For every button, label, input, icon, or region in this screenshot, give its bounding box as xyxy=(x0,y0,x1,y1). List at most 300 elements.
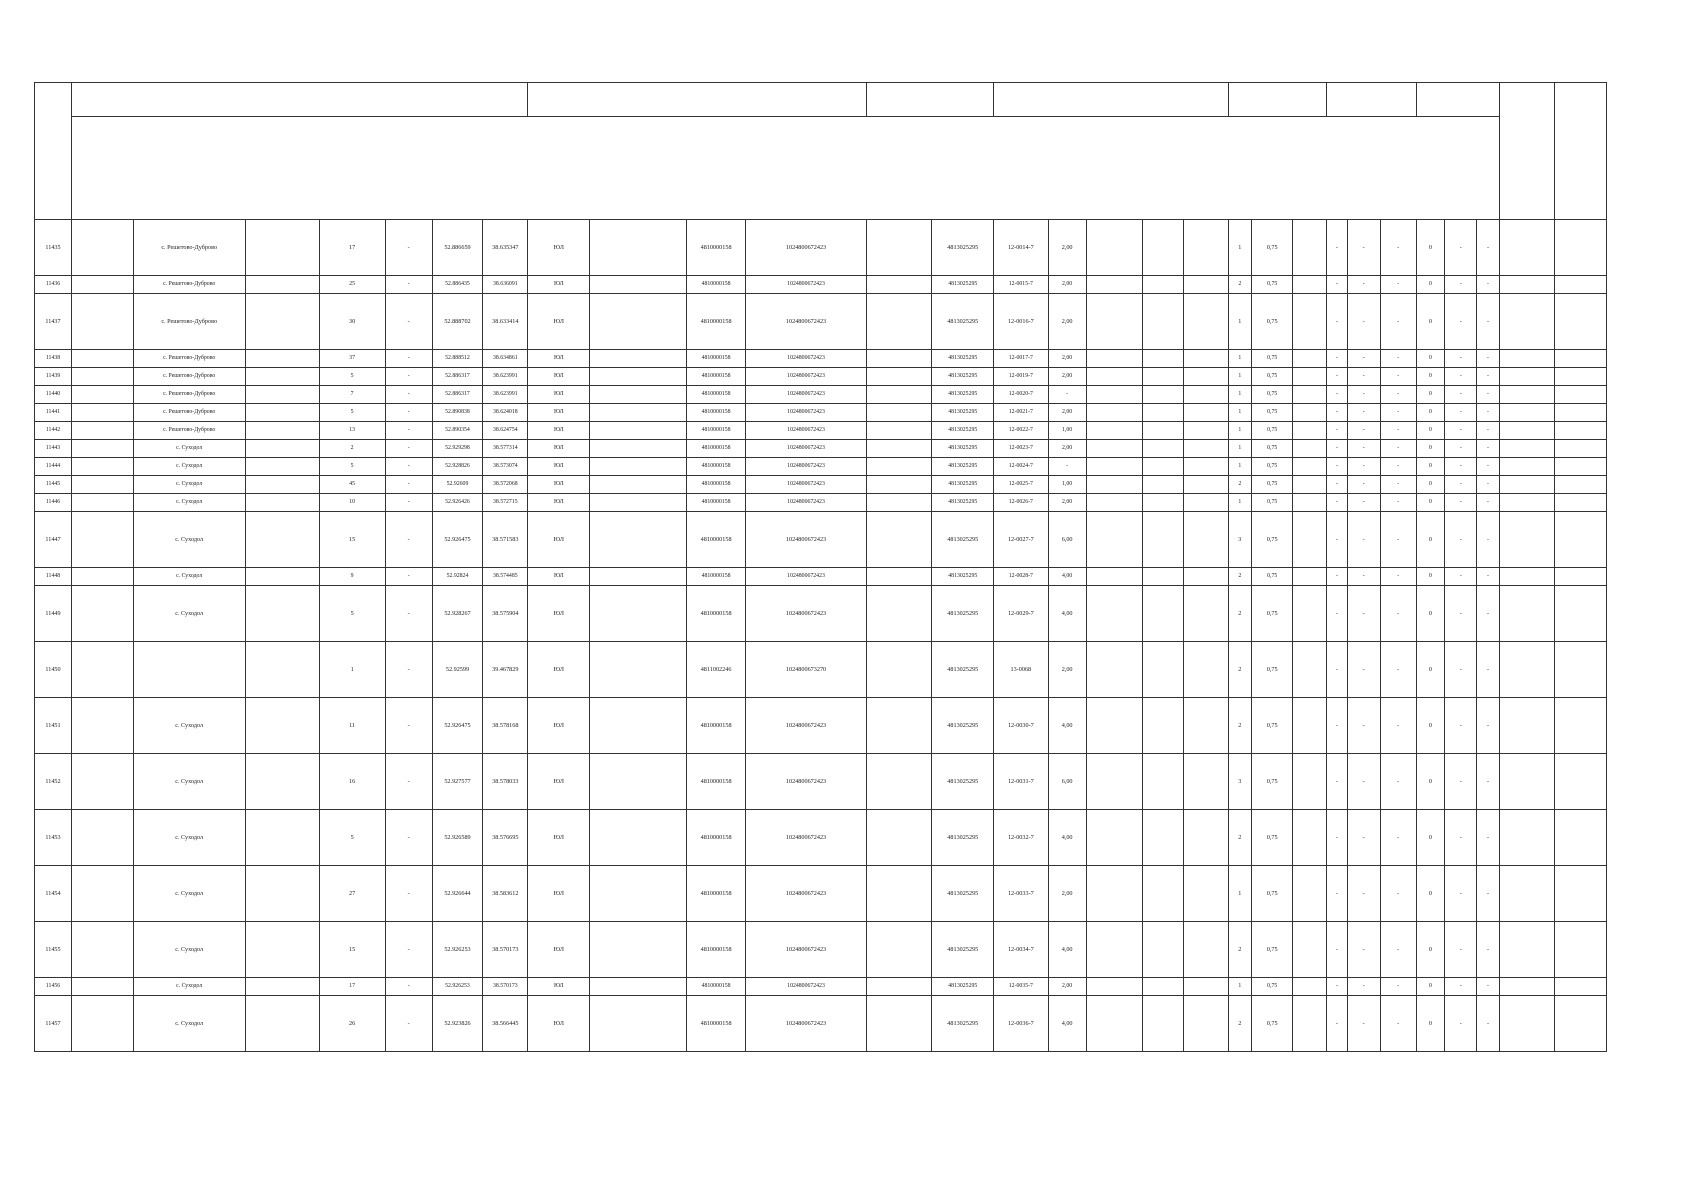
table-cell: 6,00 xyxy=(1048,754,1086,810)
table-cell: ЮЛ xyxy=(528,698,590,754)
table-cell xyxy=(1086,922,1143,978)
table-cell: - xyxy=(1327,586,1348,642)
table-cell: 4813025295 xyxy=(932,568,994,586)
table-cell: 0 xyxy=(1416,754,1445,810)
table-cell xyxy=(72,404,134,422)
table-cell: - xyxy=(1327,422,1348,440)
table-cell xyxy=(866,440,932,458)
table-cell: - xyxy=(1477,350,1500,368)
table-cell xyxy=(1184,440,1228,458)
table-cell: 11447 xyxy=(35,512,72,568)
table-cell: - xyxy=(1327,568,1348,586)
table-cell: - xyxy=(1477,810,1500,866)
table-cell: 4813025295 xyxy=(932,996,994,1052)
table-cell: - xyxy=(1380,294,1416,350)
table-cell xyxy=(1143,368,1184,386)
table-cell xyxy=(1293,404,1327,422)
table-cell xyxy=(1143,220,1184,276)
table-cell xyxy=(245,350,319,368)
table-cell xyxy=(1499,440,1555,458)
table-cell: 1 xyxy=(1228,386,1252,404)
table-cell xyxy=(1143,294,1184,350)
table-cell: - xyxy=(1327,458,1348,476)
table-cell xyxy=(590,866,687,922)
table-cell xyxy=(1086,512,1143,568)
table-cell: 38.635347 xyxy=(483,220,528,276)
table-cell xyxy=(245,922,319,978)
table-cell: 4810000158 xyxy=(686,458,746,476)
table-cell: с. Решетово-Дуброво xyxy=(133,404,245,422)
table-cell xyxy=(1499,494,1555,512)
table-row xyxy=(35,350,1607,368)
table-cell: 11456 xyxy=(35,978,72,996)
table-cell: 3 xyxy=(1228,512,1252,568)
table-cell xyxy=(1086,810,1143,866)
table-cell xyxy=(866,458,932,476)
table-row xyxy=(35,810,1607,866)
table-cell: 1 xyxy=(1228,422,1252,440)
table-cell: - xyxy=(1477,642,1500,698)
table-cell xyxy=(866,810,932,866)
table-cell xyxy=(1293,810,1327,866)
table-cell: - xyxy=(1380,512,1416,568)
header-separate-containers xyxy=(1327,83,1416,117)
table-cell: 38.571583 xyxy=(483,512,528,568)
table-cell: 0,75 xyxy=(1252,350,1293,368)
table-cell: - xyxy=(1347,368,1380,386)
table-cell: 12-0023-7 xyxy=(994,440,1048,458)
table-cell: ЮЛ xyxy=(528,350,590,368)
table-cell: 4810000158 xyxy=(686,386,746,404)
table-cell: 4810000158 xyxy=(686,996,746,1052)
table-cell xyxy=(72,866,134,922)
table-cell xyxy=(866,422,932,440)
table-cell: - xyxy=(1327,476,1348,494)
table-cell xyxy=(1293,386,1327,404)
table-cell: - xyxy=(1477,476,1500,494)
table-cell: 38.574485 xyxy=(483,568,528,586)
table-cell: ЮЛ xyxy=(528,386,590,404)
table-cell: 38.578033 xyxy=(483,754,528,810)
table-cell: 0,75 xyxy=(1252,810,1293,866)
table-cell: 4810000158 xyxy=(686,568,746,586)
table-cell xyxy=(1086,440,1143,458)
table-cell xyxy=(1499,476,1555,494)
table-cell: - xyxy=(1477,440,1500,458)
table-cell: 2,00 xyxy=(1048,350,1086,368)
table-cell: 2,00 xyxy=(1048,276,1086,294)
table-cell: с. Решетово-Дуброво xyxy=(133,276,245,294)
table-cell xyxy=(1555,350,1607,368)
table-cell: 11437 xyxy=(35,294,72,350)
table-cell xyxy=(1555,922,1607,978)
table-cell xyxy=(1184,220,1228,276)
table-row xyxy=(35,978,1607,996)
table-cell xyxy=(245,368,319,386)
table-cell: 52.92824 xyxy=(432,568,482,586)
table-cell: - xyxy=(1380,422,1416,440)
table-cell: 4813025295 xyxy=(932,476,994,494)
table-cell xyxy=(72,422,134,440)
table-cell xyxy=(1143,404,1184,422)
table-cell: - xyxy=(1445,866,1477,922)
table-cell: 1024800672423 xyxy=(746,922,866,978)
table-cell: 1 xyxy=(1228,220,1252,276)
table-cell xyxy=(1499,220,1555,276)
table-cell: 13 xyxy=(319,422,385,440)
table-cell: 12-0029-7 xyxy=(994,586,1048,642)
table-cell xyxy=(1499,512,1555,568)
table-cell xyxy=(1086,386,1143,404)
table-cell: 2 xyxy=(1228,698,1252,754)
table-cell: - xyxy=(385,996,432,1052)
table-cell: 5 xyxy=(319,458,385,476)
table-cell: 30 xyxy=(319,294,385,350)
table-cell: - xyxy=(1380,404,1416,422)
table-cell: 1024800672423 xyxy=(746,276,866,294)
table-cell xyxy=(1555,996,1607,1052)
table-cell xyxy=(1555,866,1607,922)
table-cell xyxy=(1499,922,1555,978)
table-cell xyxy=(590,422,687,440)
table-cell: 0,75 xyxy=(1252,386,1293,404)
table-cell: 4813025295 xyxy=(932,404,994,422)
table-cell: - xyxy=(1477,422,1500,440)
table-cell: ЮЛ xyxy=(528,978,590,996)
table-cell xyxy=(1143,642,1184,698)
header-operator-group xyxy=(866,83,993,117)
table-cell: 0 xyxy=(1416,458,1445,476)
table-cell: 2,00 xyxy=(1048,368,1086,386)
table-cell xyxy=(1555,276,1607,294)
table-cell: - xyxy=(1445,978,1477,996)
table-cell: 12-0035-7 xyxy=(994,978,1048,996)
table-cell xyxy=(72,754,134,810)
table-cell: 2,00 xyxy=(1048,978,1086,996)
table-cell: - xyxy=(1380,698,1416,754)
table-cell xyxy=(1499,276,1555,294)
table-cell: 0 xyxy=(1416,350,1445,368)
table-cell: 52.926426 xyxy=(432,494,482,512)
table-row xyxy=(35,476,1607,494)
table-cell: 4810000158 xyxy=(686,810,746,866)
table-cell: 0 xyxy=(1416,386,1445,404)
table-cell xyxy=(866,996,932,1052)
header-location-group xyxy=(72,83,528,117)
table-cell xyxy=(1293,368,1327,386)
table-cell xyxy=(1143,476,1184,494)
table-cell: - xyxy=(385,568,432,586)
table-cell xyxy=(245,440,319,458)
table-cell: 52.92609 xyxy=(432,476,482,494)
table-cell: 12-0028-7 xyxy=(994,568,1048,586)
table-cell: 16 xyxy=(319,754,385,810)
table-cell: 0,75 xyxy=(1252,568,1293,586)
table-cell: 9 xyxy=(319,568,385,586)
table-cell xyxy=(1086,422,1143,440)
table-cell xyxy=(1293,568,1327,586)
table-cell: 12-0036-7 xyxy=(994,996,1048,1052)
table-cell: - xyxy=(1445,512,1477,568)
table-cell xyxy=(866,866,932,922)
table-cell: 52.890838 xyxy=(432,404,482,422)
table-cell: 12-0022-7 xyxy=(994,422,1048,440)
table-cell xyxy=(1555,754,1607,810)
table-cell: - xyxy=(385,922,432,978)
table-cell: - xyxy=(1477,996,1500,1052)
table-cell: 2,00 xyxy=(1048,294,1086,350)
table-cell: 38.578168 xyxy=(483,698,528,754)
table-cell: - xyxy=(1477,386,1500,404)
table-cell xyxy=(866,350,932,368)
table-cell: - xyxy=(1347,642,1380,698)
table-cell: - xyxy=(1327,698,1348,754)
table-cell: 52.927577 xyxy=(432,754,482,810)
table-cell: 10 xyxy=(319,494,385,512)
table-cell xyxy=(1143,350,1184,368)
table-cell xyxy=(72,512,134,568)
table-cell xyxy=(1086,642,1143,698)
table-cell: 0,75 xyxy=(1252,922,1293,978)
table-cell: 1024800672423 xyxy=(746,754,866,810)
table-cell xyxy=(866,220,932,276)
table-cell: 1024800672423 xyxy=(746,586,866,642)
table-cell: 4810000158 xyxy=(686,440,746,458)
table-cell xyxy=(1184,386,1228,404)
header-shared-use xyxy=(1555,83,1607,220)
table-cell: 4813025295 xyxy=(932,494,994,512)
table-cell: 38.575904 xyxy=(483,586,528,642)
table-cell: 0 xyxy=(1416,698,1445,754)
table-cell: - xyxy=(1347,440,1380,458)
table-cell: 11455 xyxy=(35,922,72,978)
table-row xyxy=(35,404,1607,422)
table-cell xyxy=(72,698,134,754)
table-cell: - xyxy=(1347,220,1380,276)
table-cell: 11452 xyxy=(35,754,72,810)
table-cell: - xyxy=(385,754,432,810)
table-cell: 26 xyxy=(319,996,385,1052)
table-cell: - xyxy=(1445,220,1477,276)
table-cell: 0,75 xyxy=(1252,866,1293,922)
table-cell: с. Суходол xyxy=(133,754,245,810)
table-cell: 4810000158 xyxy=(686,586,746,642)
table-cell: 0 xyxy=(1416,866,1445,922)
table-cell xyxy=(72,978,134,996)
table-cell xyxy=(72,810,134,866)
table-cell: 38.570173 xyxy=(483,978,528,996)
table-cell: 2,00 xyxy=(1048,866,1086,922)
table-cell xyxy=(1086,698,1143,754)
table-cell xyxy=(245,404,319,422)
table-cell: - xyxy=(1380,568,1416,586)
table-cell: - xyxy=(385,404,432,422)
table-row xyxy=(35,494,1607,512)
table-cell xyxy=(245,512,319,568)
table-cell xyxy=(72,494,134,512)
table-row xyxy=(35,294,1607,350)
table-cell: 2 xyxy=(1228,996,1252,1052)
table-cell: 12-0031-7 xyxy=(994,754,1048,810)
table-cell: - xyxy=(1327,368,1348,386)
table-cell: ЮЛ xyxy=(528,642,590,698)
table-cell: 11446 xyxy=(35,494,72,512)
table-cell: - xyxy=(385,422,432,440)
table-cell: 12-0019-7 xyxy=(994,368,1048,386)
table-cell xyxy=(590,568,687,586)
table-cell: 0 xyxy=(1416,922,1445,978)
table-cell: 1,00 xyxy=(1048,476,1086,494)
table-cell: 11453 xyxy=(35,810,72,866)
table-cell: 38.633414 xyxy=(483,294,528,350)
header-status xyxy=(1499,83,1555,220)
table-cell: 4810000158 xyxy=(686,922,746,978)
table-cell: - xyxy=(1327,866,1348,922)
table-cell: с. Суходол xyxy=(133,494,245,512)
table-cell: - xyxy=(1477,568,1500,586)
table-cell: 11450 xyxy=(35,642,72,698)
table-cell: 5 xyxy=(319,404,385,422)
table-cell xyxy=(590,386,687,404)
table-cell: 15 xyxy=(319,512,385,568)
table-cell: 12-0020-7 xyxy=(994,386,1048,404)
table-cell: 5 xyxy=(319,368,385,386)
table-row xyxy=(35,996,1607,1052)
table-cell xyxy=(245,386,319,404)
table-cell: - xyxy=(1477,586,1500,642)
table-cell xyxy=(866,586,932,642)
table-cell: 12-0024-7 xyxy=(994,458,1048,476)
header-owner-group xyxy=(528,83,866,117)
table-cell: - xyxy=(1347,350,1380,368)
table-cell: с. Решетово-Дуброво xyxy=(133,350,245,368)
table-cell xyxy=(72,568,134,586)
table-cell: 1024800672423 xyxy=(746,810,866,866)
table-cell: 38.636091 xyxy=(483,276,528,294)
table-cell: - xyxy=(1327,350,1348,368)
table-cell: 4813025295 xyxy=(932,978,994,996)
table-cell: 25 xyxy=(319,276,385,294)
table-cell: с. Суходол xyxy=(133,922,245,978)
table-row xyxy=(35,568,1607,586)
table-cell: - xyxy=(1445,754,1477,810)
table-cell xyxy=(1184,422,1228,440)
table-cell: - xyxy=(1347,512,1380,568)
table-cell: - xyxy=(1347,922,1380,978)
table-cell: 52.928267 xyxy=(432,586,482,642)
table-cell: 0 xyxy=(1416,810,1445,866)
table-cell xyxy=(590,978,687,996)
table-cell: 12-0032-7 xyxy=(994,810,1048,866)
table-cell xyxy=(1143,866,1184,922)
table-cell xyxy=(1499,642,1555,698)
table-cell: 11457 xyxy=(35,996,72,1052)
table-cell: - xyxy=(1445,476,1477,494)
table-cell xyxy=(1555,512,1607,568)
table-cell: - xyxy=(1347,754,1380,810)
table-cell: - xyxy=(1445,440,1477,458)
table-cell: 1024800672423 xyxy=(746,404,866,422)
table-cell xyxy=(72,996,134,1052)
table-cell xyxy=(1293,294,1327,350)
table-cell: - xyxy=(1477,978,1500,996)
table-cell: 52.926253 xyxy=(432,978,482,996)
table-cell xyxy=(133,642,245,698)
table-cell: 0,75 xyxy=(1252,404,1293,422)
table-cell: - xyxy=(1347,586,1380,642)
table-cell: 4810000158 xyxy=(686,476,746,494)
table-cell: 11443 xyxy=(35,440,72,458)
table-cell: 38.573074 xyxy=(483,458,528,476)
table-cell: 0 xyxy=(1416,512,1445,568)
header-tech-group xyxy=(994,83,1228,117)
table-cell xyxy=(590,996,687,1052)
table-cell: 52.926589 xyxy=(432,810,482,866)
table-cell xyxy=(1184,568,1228,586)
table-cell xyxy=(1499,754,1555,810)
table-cell: - xyxy=(1477,458,1500,476)
table-cell: ЮЛ xyxy=(528,586,590,642)
table-cell xyxy=(1555,494,1607,512)
table-cell xyxy=(1499,568,1555,586)
table-cell: - xyxy=(1327,276,1348,294)
table-cell: 1024800672423 xyxy=(746,698,866,754)
table-cell: 1 xyxy=(1228,978,1252,996)
table-cell xyxy=(72,276,134,294)
table-cell: 1024800672423 xyxy=(746,494,866,512)
table-cell xyxy=(590,368,687,386)
table-cell: 38.572715 xyxy=(483,494,528,512)
table-cell: - xyxy=(1347,276,1380,294)
table-cell: с. Суходол xyxy=(133,698,245,754)
table-cell xyxy=(866,754,932,810)
table-cell: - xyxy=(1380,458,1416,476)
table-cell: 52.886317 xyxy=(432,386,482,404)
table-cell xyxy=(1086,494,1143,512)
table-cell: ЮЛ xyxy=(528,220,590,276)
table-row xyxy=(35,754,1607,810)
table-cell xyxy=(1184,586,1228,642)
table-cell: 52.923826 xyxy=(432,996,482,1052)
table-cell xyxy=(1086,276,1143,294)
table-cell: 4810000158 xyxy=(686,350,746,368)
table-cell xyxy=(590,754,687,810)
table-cell: 1 xyxy=(1228,350,1252,368)
table-cell: с. Решетово-Дуброво xyxy=(133,220,245,276)
table-cell: - xyxy=(385,494,432,512)
table-cell xyxy=(590,512,687,568)
table-cell: с. Решетово-Дуброво xyxy=(133,294,245,350)
table-cell: - xyxy=(1380,494,1416,512)
table-row xyxy=(35,220,1607,276)
table-cell xyxy=(590,458,687,476)
table-cell: 1 xyxy=(319,642,385,698)
table-cell: - xyxy=(1327,294,1348,350)
table-cell xyxy=(866,386,932,404)
table-cell xyxy=(1499,404,1555,422)
table-cell: - xyxy=(1347,404,1380,422)
table-cell: 52.886317 xyxy=(432,368,482,386)
table-cell xyxy=(1143,276,1184,294)
table-cell: 0 xyxy=(1416,642,1445,698)
table-cell: 1 xyxy=(1228,294,1252,350)
table-cell: ЮЛ xyxy=(528,476,590,494)
table-cell: - xyxy=(1347,866,1380,922)
table-cell xyxy=(1293,996,1327,1052)
table-cell: - xyxy=(1380,810,1416,866)
table-cell xyxy=(72,386,134,404)
table-cell xyxy=(590,698,687,754)
